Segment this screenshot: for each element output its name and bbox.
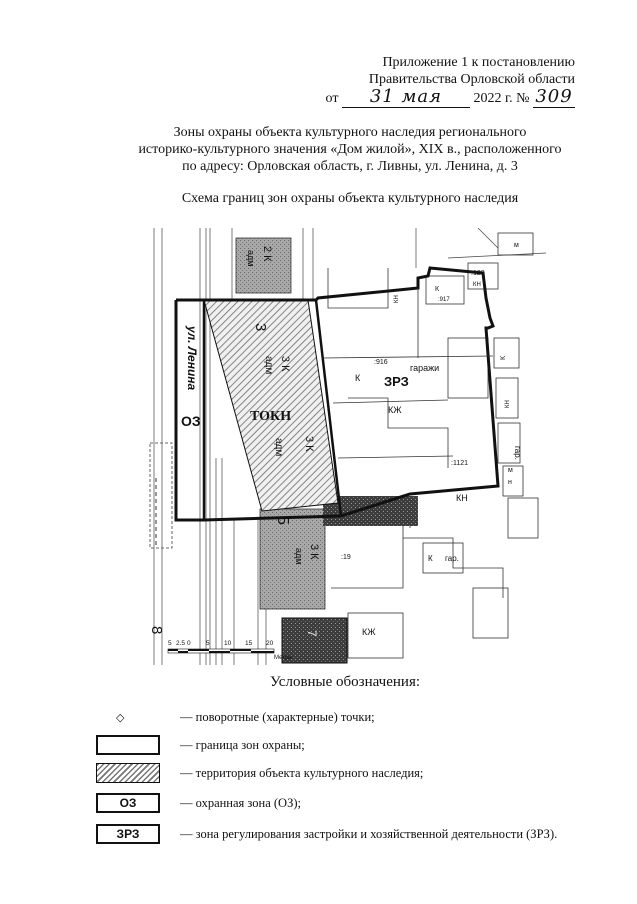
legend-item-okn [96, 762, 423, 784]
label-n2: н [508, 479, 512, 486]
label-k3: К [355, 373, 361, 383]
title-line-1: Зоны охраны объекта культурного наследия регионального [173, 125, 527, 140]
label-m1: м [514, 242, 519, 249]
appendix-line: Приложение 1 к постановлению [382, 55, 575, 70]
label-kn3: КН [505, 400, 511, 408]
legend-item-points [96, 706, 375, 728]
date-field [342, 88, 470, 108]
tokn-label: ТОКН [250, 409, 292, 424]
label-k4: К [428, 554, 433, 563]
label-n917: :917 [438, 297, 450, 303]
label-b5: 5 [274, 516, 291, 525]
scale-bar [168, 640, 293, 661]
label-b3k2: 3 К [303, 436, 315, 452]
number-field [533, 88, 575, 108]
zone-boundary-symbol [96, 735, 160, 755]
zone-map [148, 228, 546, 665]
document-title [110, 124, 590, 175]
turning-point-icon: ◇ [116, 711, 125, 724]
oz-symbol: ОЗ [96, 793, 160, 813]
title-line-3: по адресу: Орловская область, г. Ливны, ул. Ленина, д. 3 [182, 159, 518, 174]
date-number-line [245, 88, 575, 108]
label-b3k3: 3 К [308, 544, 320, 560]
government-line: Правительства Орловской области [368, 72, 575, 87]
label-b3k1: 3 К [279, 356, 291, 372]
title-line-2: историко-культурного значения «Дом жилой», XIX в., расположенного [138, 142, 562, 157]
scale-tick-5: 15 [245, 640, 253, 647]
legend-text-oz: — охранная зона (ОЗ); [180, 795, 301, 810]
label-n916: :916 [374, 359, 388, 366]
handwritten-date: 31 мая [369, 86, 443, 107]
label-adm1: адм [263, 356, 274, 375]
okn-territory-symbol [96, 763, 160, 783]
zrz-symbol: ЗРЗ [96, 824, 160, 844]
legend-text-boundary: — граница зон охраны; [180, 737, 305, 752]
label-adm2: адм [273, 438, 284, 457]
zone-oz-label: ОЗ [181, 413, 201, 429]
scale-unit: Метры [274, 655, 293, 661]
label-adm4: адм [294, 548, 304, 565]
label-m2: м [508, 467, 513, 474]
legend-item-boundary [96, 734, 305, 756]
legend-item-zrz [96, 823, 557, 845]
label-kn4: КН [456, 493, 468, 503]
label-n1121: :1121 [451, 460, 468, 467]
label-k2: К [500, 355, 507, 360]
from-label: от [325, 91, 339, 106]
left-strip [150, 443, 172, 548]
zone-zrz-label: ЗРЗ [384, 374, 409, 389]
label-gar2: гар. [445, 554, 459, 563]
scale-tick-1: 2.5 [176, 640, 186, 647]
label-b3: 3 [252, 323, 269, 332]
scale-tick-0: 5 [168, 640, 172, 647]
scale-tick-4: 10 [224, 640, 232, 647]
scale-tick-6: 20 [266, 640, 274, 647]
legend-text-zrz: — зона регулирования застройки и хозяйственной деятельности (ЗРЗ). [180, 826, 558, 841]
label-n128: :128 [471, 270, 485, 277]
okn-territory [204, 300, 338, 511]
street-label: ул. Ленина [185, 326, 199, 391]
label-kzh2: КЖ [362, 627, 376, 637]
label-k1: К [435, 286, 440, 293]
scale-tick-3: 5 [206, 640, 210, 647]
label-b2k: 2 К [261, 246, 273, 262]
scale-tick-2: 0 [187, 640, 191, 647]
legend-title: Условные обозначения: [269, 674, 421, 690]
label-kn1: КН [473, 282, 481, 288]
label-kzh1: КЖ [388, 405, 402, 415]
surrounding-buildings [328, 233, 538, 658]
label-garages: гаражи [410, 363, 440, 373]
legend-item-oz [96, 792, 301, 814]
legend-text-points: — поворотные (характерные) точки; [180, 709, 375, 724]
label-gar1: гар. [513, 446, 522, 460]
year-label: 2022 г. № [473, 91, 530, 106]
label-n19: :19 [341, 554, 351, 561]
zrz-internal-lines [323, 288, 493, 458]
label-kn2: КН [394, 295, 400, 303]
handwritten-number: 309 [535, 86, 573, 107]
label-adm3: адм [246, 250, 256, 267]
document-header [245, 54, 575, 108]
label-b8: 8 [148, 626, 165, 635]
label-b7: 7 [305, 630, 319, 637]
scheme-subtitle: Схема границ зон охраны объекта культурного наследия [181, 191, 519, 206]
legend-text-okn: — территория объекта культурного наследия; [180, 765, 424, 780]
